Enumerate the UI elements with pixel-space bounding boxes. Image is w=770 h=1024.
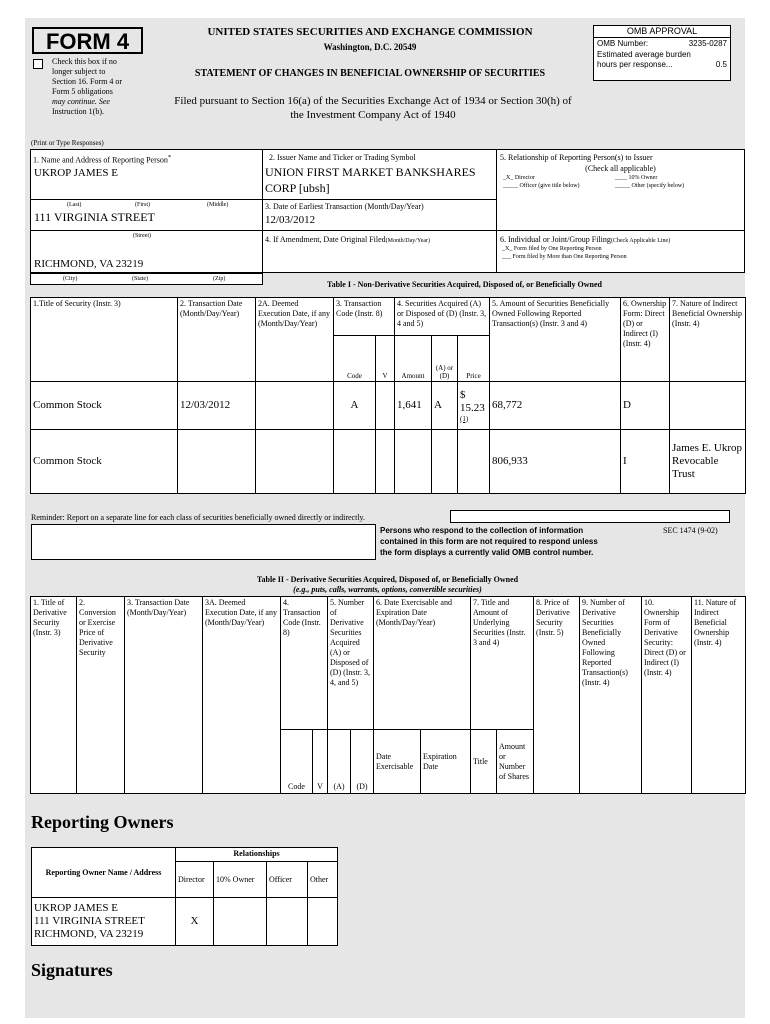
- agency-name: UNITED STATES SECURITIES AND EXCHANGE COMMISSION: [207, 26, 533, 38]
- t1-header-deemed: 2A. Deemed Execution Date, if any (Month/Day/Year): [256, 298, 334, 382]
- t1-nature: [670, 382, 746, 430]
- checkbox-note: Check this box if no longer subject to Section 16. Form 4 or Form 5 obligations may continue. See Instruction 1(b).: [52, 57, 122, 116]
- issuer-name-line2: CORP [ubsh]: [265, 181, 330, 195]
- t1-aord: A: [432, 382, 458, 430]
- street-label: (Street): [133, 233, 151, 239]
- middle-label: (Middle): [207, 202, 229, 208]
- t2-sub-title: Title: [471, 730, 497, 794]
- t1-sub-v: V: [376, 336, 395, 382]
- t2-header-number: 5. Number of Derivative Securities Acquired (A) or Disposed of (D) (Instr. 3, 4, and 5): [328, 597, 374, 730]
- relationship-label: 5. Relationship of Reporting Person(s) to Issuer: [500, 153, 653, 162]
- t1-header-code: 3. Transaction Code (Instr. 8): [334, 298, 395, 336]
- no-longer-subject-checkbox[interactable]: [33, 59, 43, 69]
- issuer-name-line1: UNION FIRST MARKET BANKSHARES: [265, 165, 476, 179]
- t2-header-deemed: 3A. Deemed Execution Date, if any (Month/Day/Year): [203, 597, 281, 794]
- ro-owner-address: UKROP JAMES E 111 VIRGINIA STREET RICHMOND, VA 23219: [32, 898, 176, 946]
- form-title: FORM 4: [32, 27, 143, 54]
- divider: [496, 230, 745, 231]
- omb-number-row: [594, 38, 730, 50]
- relationship-sub: (Check all applicable): [585, 164, 656, 173]
- t2-sub-d: (D): [351, 730, 374, 794]
- t1-header-nature: 7. Nature of Indirect Beneficial Ownership (Instr. 4): [670, 298, 746, 382]
- t1-code: [334, 430, 376, 494]
- amendment-label: 4. If Amendment, Date Original Filed(Month/Day/Year): [265, 235, 431, 244]
- t1-header-form: 6. Ownership Form: Direct (D) or Indirect (I) (Instr. 4): [621, 298, 670, 382]
- zip-label: (Zip): [213, 276, 226, 282]
- t1-date: 12/03/2012: [178, 382, 256, 430]
- ro-header-relationships: Relationships: [176, 848, 338, 862]
- t2-header-underlying: 7. Title and Amount of Underlying Securities (Instr. 3 and 4): [471, 597, 534, 730]
- t1-sub-code: Code: [334, 336, 376, 382]
- t2-sub-a: (A): [328, 730, 351, 794]
- table-row: [31, 430, 746, 494]
- agency-location: Washington, D.C. 20549: [323, 42, 417, 52]
- t2-header-code: 4. Transaction Code (Instr. 8): [281, 597, 328, 730]
- ro-header-officer: Officer: [267, 862, 308, 898]
- t1-owned: 68,772: [490, 382, 621, 430]
- t2-sub-code: Code: [281, 730, 313, 794]
- t1-title: Common Stock: [31, 382, 178, 430]
- ro-header-name: Reporting Owner Name / Address: [32, 848, 176, 898]
- reminder-text: Reminder: Report on a separate line for each class of securities beneficially owned directly or indirectly.: [31, 513, 366, 522]
- omb-approval-box: [593, 25, 731, 81]
- divider: [262, 199, 497, 200]
- t1-form: I: [621, 430, 670, 494]
- t1-owned: 806,933: [490, 430, 621, 494]
- t1-deemed: [256, 382, 334, 430]
- individual-filing-label: 6. Individual or Joint/Group Filing(Check Applicable Line): [500, 235, 671, 244]
- relationship-director: _X_ Director: [503, 175, 535, 181]
- table1-title: Table I - Non-Derivative Securities Acquired, Disposed of, or Beneficially Owned: [327, 280, 602, 289]
- omb-number-label: OMB Number:: [597, 39, 649, 48]
- reporting-owners-table: [31, 847, 338, 946]
- earliest-transaction-date: 12/03/2012: [265, 214, 316, 226]
- t2-header-conversion: 2. Conversion or Exercise Price of Derivative Security: [77, 597, 125, 794]
- omb-number-value: 3235-0287: [688, 39, 727, 48]
- t1-deemed: [256, 430, 334, 494]
- ro-header-other: Other: [308, 862, 338, 898]
- t2-header-date: 3. Transaction Date (Month/Day/Year): [125, 597, 203, 794]
- t1-date: [178, 430, 256, 494]
- divider: [262, 230, 497, 231]
- t1-nature: James E. Ukrop Revocable Trust: [670, 430, 746, 494]
- filed-pursuant-line2: the Investment Company Act of 1940: [290, 109, 456, 121]
- ro-director-mark: X: [176, 898, 214, 946]
- t2-header-owned: 9. Number of Derivative Securities Beneficially Owned Following Reported Transaction(s) (Instr. 4): [580, 597, 642, 794]
- reporting-person-name: UKROP JAMES E: [34, 167, 118, 179]
- signatures-heading: Signatures: [31, 960, 113, 980]
- ro-officer-cell: [267, 898, 308, 946]
- statement-title: STATEMENT OF CHANGES IN BENEFICIAL OWNERSHIP OF SECURITIES: [194, 68, 546, 79]
- t1-amount: [395, 430, 432, 494]
- divider: [30, 199, 263, 200]
- table2-derivative: [30, 596, 746, 794]
- earliest-transaction-label: 3. Date of Earliest Transaction (Month/Day/Year): [265, 202, 424, 211]
- state-label: (State): [132, 276, 148, 282]
- t1-code: A: [334, 382, 376, 430]
- issuer-label: 2. Issuer Name and Ticker or Trading Symbol: [269, 153, 416, 162]
- individual-opt1: _X_ Form filed by One Reporting Person: [502, 246, 602, 252]
- table2-subtitle: (e.g., puts, calls, warrants, options, convertible securities): [293, 585, 482, 594]
- first-label: (First): [135, 202, 150, 208]
- ro-header-ten-pct: 10% Owner: [214, 862, 267, 898]
- t1-header-date: 2. Transaction Date (Month/Day/Year): [178, 298, 256, 382]
- divider: [30, 230, 263, 231]
- reporting-street: 111 VIRGINIA STREET: [34, 210, 155, 224]
- table-row: [32, 898, 338, 946]
- t1-price: [458, 430, 490, 494]
- t1-v: [376, 430, 395, 494]
- blank-field: [31, 524, 376, 560]
- reminder-field: [450, 510, 730, 523]
- omb-title: OMB APPROVAL: [594, 26, 730, 38]
- t1-sub-price: Price: [458, 336, 490, 382]
- t1-title: Common Stock: [31, 430, 178, 494]
- t2-header-form: 10. Ownership Form of Derivative Security: Direct (D) or Indirect (I) (Instr. 4): [642, 597, 692, 794]
- omb-hours-label: hours per response...: [597, 60, 673, 69]
- persons-note: Persons who respond to the collection of information contained in this form are not required to respond unless the form displays a currently valid OMB control number.: [380, 526, 598, 557]
- t1-header-owned: 5. Amount of Securities Beneficially Owned Following Reported Transaction(s) (Instr. 3 and 4): [490, 298, 621, 382]
- footnote-link[interactable]: (1): [460, 414, 469, 423]
- last-label: (Last): [67, 202, 82, 208]
- t1-price: $ 15.23: [460, 388, 485, 414]
- individual-opt2: ___ Form filed by More than One Reporting Person: [502, 254, 627, 260]
- t2-sub-amount: Amount or Number of Shares: [497, 730, 534, 794]
- city-label: (City): [63, 276, 78, 282]
- t1-v: [376, 382, 395, 430]
- ro-header-director: Director: [176, 862, 214, 898]
- t1-form: D: [621, 382, 670, 430]
- t1-sub-aord: (A) or (D): [432, 336, 458, 382]
- t2-header-nature: 11. Nature of Indirect Beneficial Ownership (Instr. 4): [692, 597, 746, 794]
- t1-sub-amount: Amount: [395, 336, 432, 382]
- omb-hours-row: [594, 60, 730, 70]
- table2-title: Table II - Derivative Securities Acquired, Disposed of, or Beneficially Owned: [256, 575, 519, 584]
- print-type-note: (Print or Type Responses): [31, 139, 104, 147]
- relationship-other: _____ Other (specify below): [615, 183, 685, 189]
- t1-header-acquired: 4. Securities Acquired (A) or Disposed of (D) (Instr. 3, 4 and 5): [395, 298, 490, 336]
- omb-hours-value: 0.5: [715, 60, 727, 69]
- t2-header-price: 8. Price of Derivative Security (Instr. 5): [534, 597, 580, 794]
- ro-other-cell: [308, 898, 338, 946]
- reporting-person-label: 1. Name and Address of Reporting Person*: [33, 154, 172, 165]
- table-row: [31, 382, 746, 430]
- t2-sub-v: V: [313, 730, 328, 794]
- table1-non-derivative: [30, 297, 746, 494]
- reporting-city-state-zip: RICHMOND, VA 23219: [34, 258, 144, 270]
- t2-header-exercisable: 6. Date Exercisable and Expiration Date (Month/Day/Year): [374, 597, 471, 730]
- t2-sub-expiration: Expiration Date: [421, 730, 471, 794]
- omb-burden-label: Estimated average burden: [597, 50, 691, 59]
- t1-amount: 1,641: [395, 382, 432, 430]
- t1-aord: [432, 430, 458, 494]
- t2-sub-date-exercisable: Date Exercisable: [374, 730, 421, 794]
- form-page: [25, 18, 745, 1018]
- relationship-officer: _____ Officer (give title below): [503, 183, 580, 189]
- sec-form-code: SEC 1474 (9-02): [663, 526, 718, 535]
- ro-ten-pct-cell: [214, 898, 267, 946]
- t2-header-title: 1. Title of Derivative Security (Instr. 3): [31, 597, 77, 794]
- filed-pursuant-line1: Filed pursuant to Section 16(a) of the Securities Exchange Act of 1934 or Section 30(h) of: [174, 95, 572, 107]
- reporting-owners-heading: Reporting Owners: [31, 812, 174, 832]
- t1-header-title: 1.Title of Security (Instr. 3): [31, 298, 178, 382]
- relationship-ten-pct: ____ 10% Owner: [615, 175, 658, 181]
- t1-price-cell: [458, 382, 490, 430]
